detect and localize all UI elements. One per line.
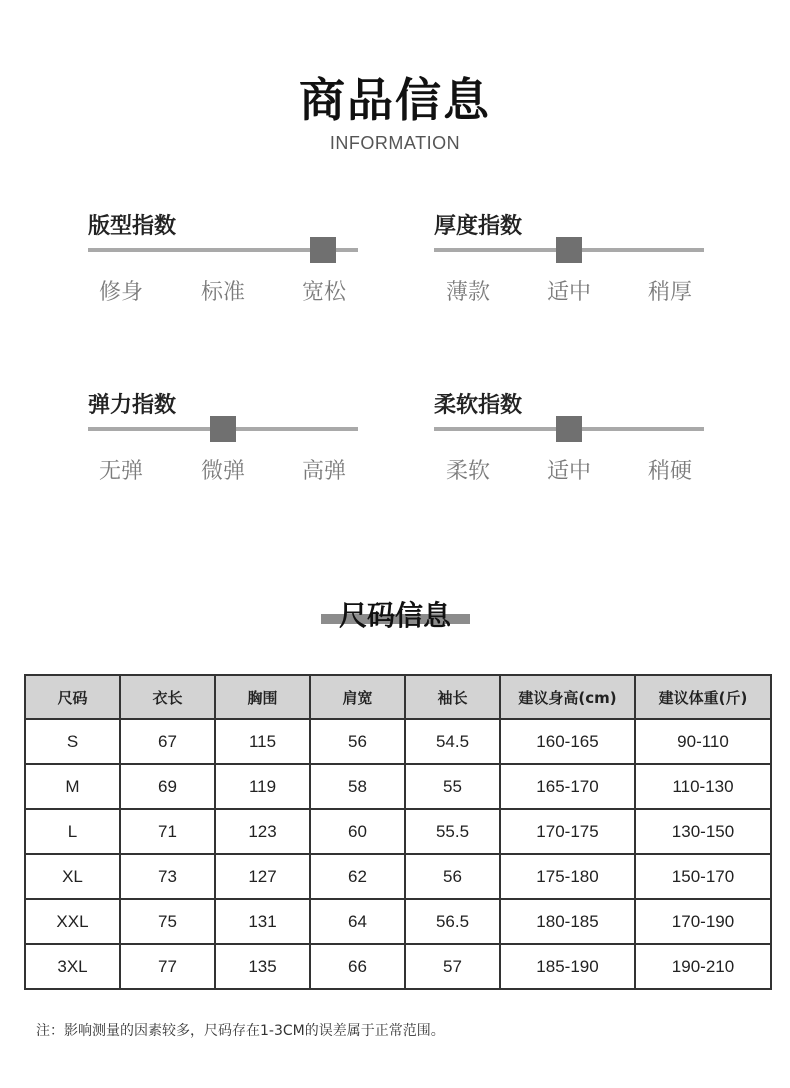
table-cell: 180-185 <box>500 899 635 944</box>
table-cell: 58 <box>310 764 405 809</box>
measurement-note: 注：影响测量的因素较多，尺码存在1-3CM的误差属于正常范围。 <box>36 1023 445 1039</box>
table-cell: 150-170 <box>635 854 771 899</box>
table-cell: 119 <box>215 764 310 809</box>
metric-option: 适中 <box>546 280 591 305</box>
table-cell: 115 <box>215 719 310 764</box>
table-cell: L <box>25 809 120 854</box>
table-row <box>25 809 771 854</box>
table-cell: 175-180 <box>500 854 635 899</box>
metric-option: 标准 <box>200 280 245 305</box>
table-cell: 55 <box>405 764 500 809</box>
size-table <box>24 674 772 990</box>
table-cell: XL <box>25 854 120 899</box>
metric-title: 版型指数 <box>88 214 177 239</box>
table-cell: 54.5 <box>405 719 500 764</box>
table-row <box>25 854 771 899</box>
table-cell: 130-150 <box>635 809 771 854</box>
table-cell: 67 <box>120 719 215 764</box>
table-cell: 56 <box>310 719 405 764</box>
table-cell: 110-130 <box>635 764 771 809</box>
metric-indicator <box>310 237 336 263</box>
metric-option: 稍厚 <box>647 280 692 305</box>
table-cell: 135 <box>215 944 310 989</box>
table-cell: 55.5 <box>405 809 500 854</box>
metric-option: 宽松 <box>301 280 346 305</box>
size-section-header <box>0 596 790 640</box>
column-header: 胸围 <box>215 675 310 719</box>
table-row <box>25 719 771 764</box>
table-cell: 56.5 <box>405 899 500 944</box>
metric-option: 适中 <box>546 459 591 484</box>
metric-indicator <box>556 416 582 442</box>
table-cell: S <box>25 719 120 764</box>
metric-thickness <box>434 212 704 322</box>
column-header: 建议身高(cm) <box>500 675 635 719</box>
column-header: 袖长 <box>405 675 500 719</box>
metric-indicator <box>210 416 236 442</box>
table-cell: 62 <box>310 854 405 899</box>
metric-title: 厚度指数 <box>434 214 523 239</box>
metric-fit <box>88 212 358 322</box>
table-cell: XXL <box>25 899 120 944</box>
table-cell: 57 <box>405 944 500 989</box>
table-header-row <box>25 675 771 719</box>
table-cell: 127 <box>215 854 310 899</box>
table-cell: 170-190 <box>635 899 771 944</box>
metric-option: 柔软 <box>445 459 490 484</box>
table-cell: 160-165 <box>500 719 635 764</box>
metric-softness <box>434 391 704 501</box>
table-cell: 3XL <box>25 944 120 989</box>
table-cell: 170-175 <box>500 809 635 854</box>
metric-indicator <box>556 237 582 263</box>
table-row <box>25 944 771 989</box>
metric-title: 柔软指数 <box>434 393 523 418</box>
column-header: 尺码 <box>25 675 120 719</box>
table-cell: 75 <box>120 899 215 944</box>
metric-option: 薄款 <box>445 280 490 305</box>
table-cell: 190-210 <box>635 944 771 989</box>
table-cell: 66 <box>310 944 405 989</box>
column-header: 建议体重(斤) <box>635 675 771 719</box>
page-subtitle: INFORMATION <box>329 133 461 153</box>
table-cell: 77 <box>120 944 215 989</box>
table-cell: 90-110 <box>635 719 771 764</box>
table-cell: 131 <box>215 899 310 944</box>
size-section-title: 尺码信息 <box>338 599 451 632</box>
metric-option: 稍硬 <box>647 459 692 484</box>
metric-option: 微弹 <box>200 459 245 484</box>
table-cell: 165-170 <box>500 764 635 809</box>
table-cell: 71 <box>120 809 215 854</box>
metric-option: 修身 <box>98 280 143 305</box>
table-cell: 60 <box>310 809 405 854</box>
table-row <box>25 764 771 809</box>
metric-option: 无弹 <box>98 459 143 484</box>
metric-option: 高弹 <box>301 459 346 484</box>
table-cell: M <box>25 764 120 809</box>
metric-elasticity <box>88 391 358 501</box>
table-cell: 73 <box>120 854 215 899</box>
table-cell: 185-190 <box>500 944 635 989</box>
table-cell: 69 <box>120 764 215 809</box>
table-row <box>25 899 771 944</box>
column-header: 肩宽 <box>310 675 405 719</box>
page-title: 商品信息 <box>299 73 491 127</box>
table-cell: 64 <box>310 899 405 944</box>
column-header: 衣长 <box>120 675 215 719</box>
table-cell: 123 <box>215 809 310 854</box>
metric-title: 弹力指数 <box>88 393 177 418</box>
table-cell: 56 <box>405 854 500 899</box>
